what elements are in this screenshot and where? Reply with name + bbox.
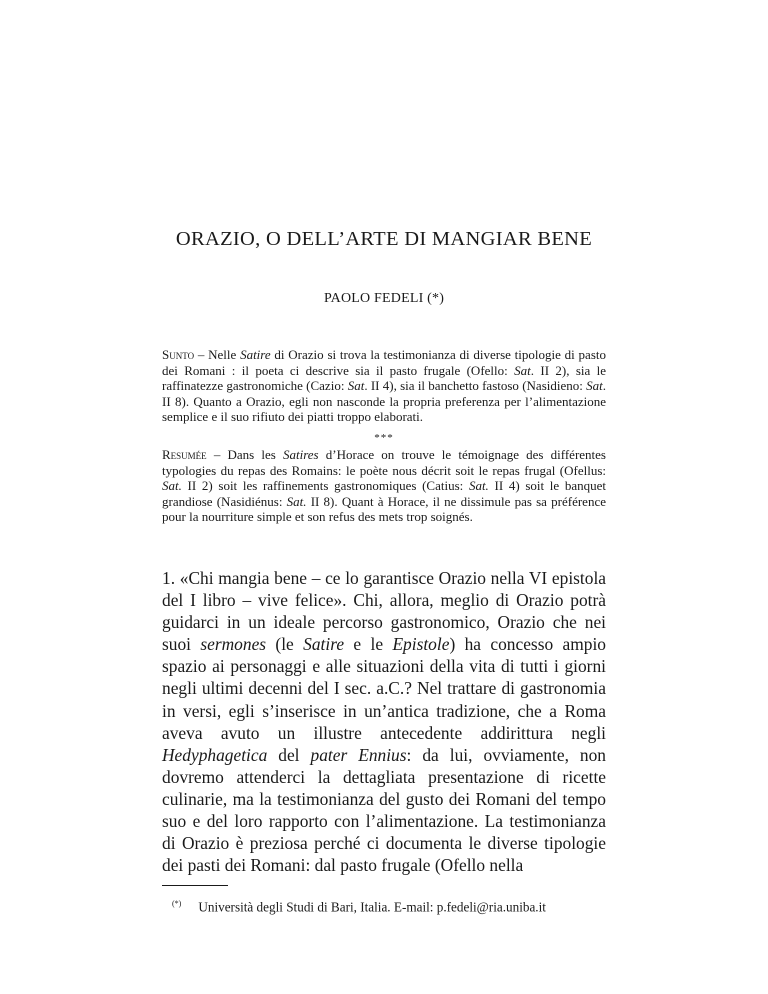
abstract-french-text: – Dans les Satires d’Horace on trouve le témoignage des différentes typologies du repas des Romains: le poète nous décrit soit le repas frugal (Ofellus: Sat. II 2) soit les raffinements gastronomiques (Catius: Sat. II 4) soit le banquet grandiose (Nasidiénus: Sat. II 8). Quant à Horace, il ne dissimule pas sa préférence pour la nourriture simple et son refus des mets trop soignés. [162,447,606,525]
section-separator: *** [374,432,394,444]
italic-term: Satires [282,447,319,462]
footnote-divider [162,885,228,886]
author-name: PAOLO FEDELI (*) [323,291,445,306]
abstract-italian-label: Sunto [162,347,195,362]
italic-term: Sat. [286,493,307,509]
abstract-french-label: Resumée [162,447,207,462]
italic-term: Satire [303,634,345,655]
footnote-text: Università degli Studi di Bari, Italia. E-mail: p.fedeli@ria.uniba.it [198,899,546,915]
abstract-italian [162,347,606,425]
italic-term: pater Ennius [310,744,407,765]
italic-term: sermones [200,634,267,655]
italic-term: Sat. [468,478,489,494]
abstract-italian-text: – Nelle Satire di Orazio si trova la testimonianza di diverse tipologie di pasto dei Romani : il poeta ci descrive sia il pasto frugale (Ofello: Sat. II 2), sia le raffinatezze gastronomiche (Cazio: Sat. II 4), sia il banchetto fastoso (Nasidieno: Sat. II 8). Quanto a Orazio, egli non nasconde la propria preferenza per l’alimentazione semplice e il suo rifiuto dei piatti troppo elaborati. [162,347,607,425]
italic-term: Satire [240,347,271,362]
body-paragraph: 1. «Chi mangia bene – ce lo garantisce Orazio nella VI epistola del I libro – vive felice». Chi, allora, meglio di Orazio potrà guidarci in un ideale percorso gastronomico, Orazio che nei suoi sermones (le Satire e le Epistole) ha concesso ampio spazio ai personaggi e alle situazioni della vita di tutti i giorni negli ultimi decenni del I sec. a.C.? Nel trattare di gastronomia in versi, egli s’inserisce in un’antica tradizione, che a Roma aveva avuto un illustre antecedente addirittura negli Hedyphagetica del pater Ennius: da lui, ovviamente, non dovremo attenderci la dettagliata presentazione di ricette culinarie, ma la testimonianza del gusto dei Romani del tempo suo e del loro rapporto con l’alimentazione. La testimonianza di Orazio è preziosa perché ci documenta le diverse tipologie dei pasti dei Romani: dal pasto frugale (Ofello nella [162,568,606,876]
abstract-french [162,447,606,525]
italic-term: Sat [586,378,603,394]
italic-term: Sat. [162,478,182,494]
footnote [172,899,546,915]
footnote-marker: (*) [172,899,182,908]
italic-term: Hedyphagetica [162,744,268,765]
italic-term: Sat [514,362,531,378]
italic-term: Sat [347,378,365,394]
article-title: ORAZIO, O DELL’ARTE DI MANGIAR BENE [175,228,593,250]
italic-term: Epistole [392,634,450,655]
